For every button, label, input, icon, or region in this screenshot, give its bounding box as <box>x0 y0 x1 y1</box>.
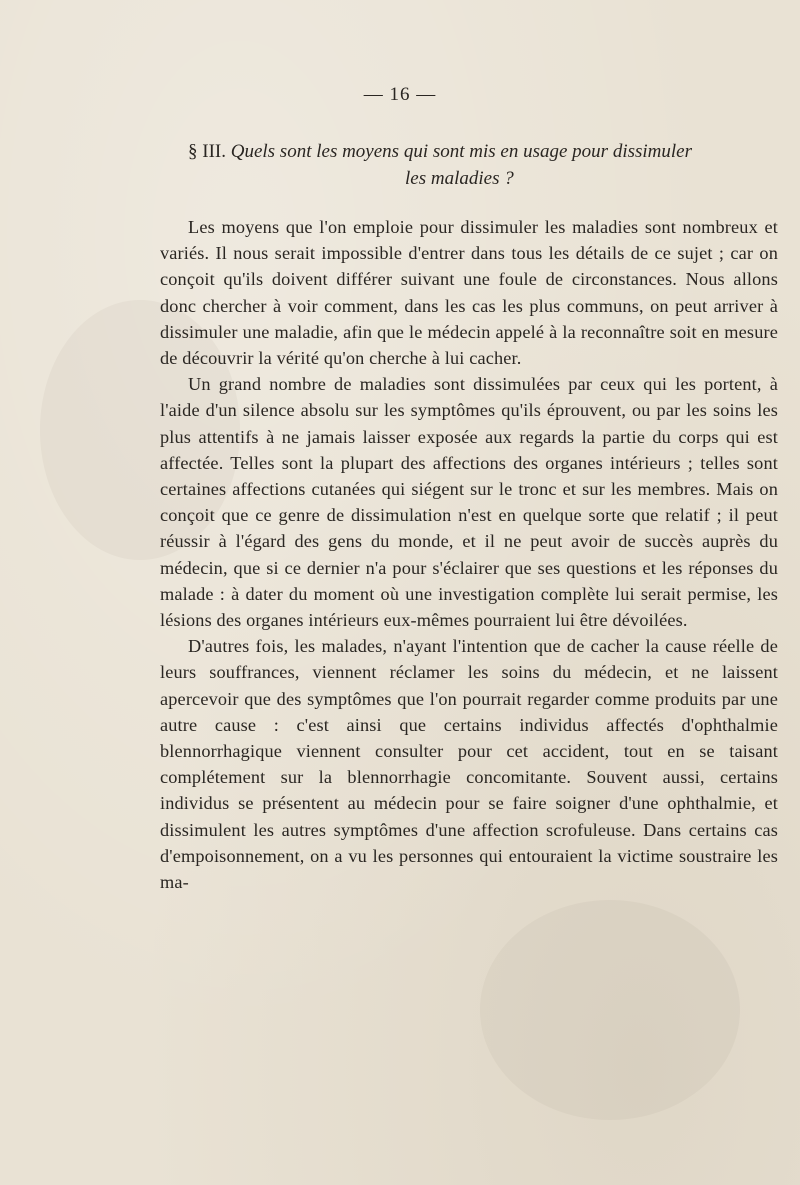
section-title-part-1: Quels sont les moyens qui sont mis en usage pour dissimuler <box>230 141 692 162</box>
section-heading-line-2 <box>160 165 760 192</box>
section-heading-line-1 <box>160 138 760 165</box>
section-title-part-2: les maladies ? <box>405 168 514 189</box>
page-number: — 16 — <box>363 84 437 105</box>
section-number: § III. <box>188 141 226 162</box>
paragraph-2: Un grand nombre de maladies sont dissimulées par ceux qui les portent, à l'aide d'un silence absolu sur les symptômes qu'ils éprouvent, ou par les soins les plus attentifs à ne jamais laisser exposée aux regards la partie du corps qui est affectée. Telles sont la plupart des affections des organes intérieurs ; telles sont certaines affections cutanées qui siégent sur le tronc et sur les membres. Mais on conçoit que ce genre de dissimulation n'est en quelque sorte que relatif ; il peut réussir à l'égard des gens du monde, et il ne peut avoir de succès auprès du médecin, que si ce dernier n'a pour s'éclairer que ses questions et les réponses du malade : à dater du moment où une investigation complète lui serait permise, les lésions des organes intérieurs eux-mêmes pourraient lui être dévoilées. <box>160 374 778 631</box>
paragraph-3: D'autres fois, les malades, n'ayant l'intention que de cacher la cause réelle de leurs souffrances, viennent réclamer les soins du médecin, et ne laissent apercevoir que des symptômes que l'on pourrait regarder comme produits par une autre cause : c'est ainsi que certains individus affectés d'ophthalmie blennorrhagique viennent consulter pour cet accident, tout en se taisant complétement sur la blennorrhagie concomitante. Souvent aussi, certains individus se présentent au médecin pour se faire soigner d'une ophthalmie, et dissimulent les autres symptômes d'une affection scrofuleuse. Dans certains cas d'empoisonnement, on a vu les personnes qui entouraient la victime soustraire les ma- <box>160 636 778 893</box>
paper-stain <box>480 900 740 1120</box>
paragraph-1: Les moyens que l'on emploie pour dissimuler les maladies sont nombreux et variés. Il nous serait impossible d'entrer dans tous les détails de ce sujet ; car on conçoit qu'ils doivent différer suivant une foule de circonstances. Nous allons donc chercher à voir comment, dans les cas les plus communs, on peut arriver à dissimuler une maladie, afin que le médecin appelé à la reconnaître soit en mesure de découvrir la vérité qu'on cherche à lui cacher. <box>160 217 778 369</box>
section-heading <box>160 138 760 192</box>
body-text <box>160 214 778 895</box>
